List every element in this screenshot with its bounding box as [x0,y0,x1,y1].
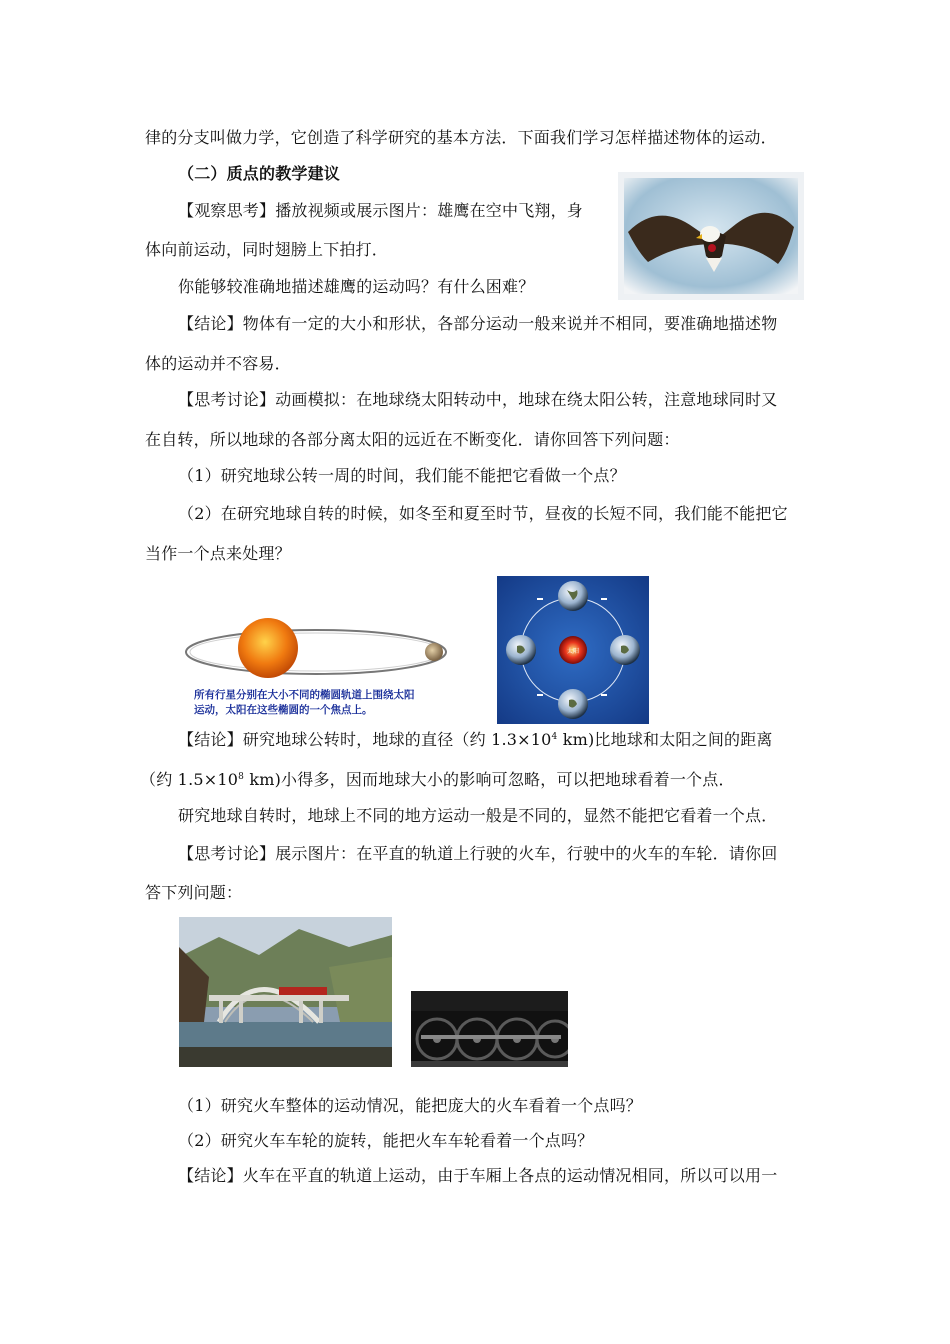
conclusion-text: （约 1.5×10 [140,770,239,789]
orbit-caption: 所有行星分别在大小不同的椭圆轨道上围绕太阳 [194,689,415,701]
paragraph-line: 研究地球自转时，地球上不同的地方运动一般是不同的，显然不能把它看着一个点． [178,806,778,825]
paragraph-line: 律的分支叫做力学，它创造了科学研究的基本方法．下面我们学习怎样描述物体的运动． [145,128,777,147]
question-line: （1）研究火车整体的运动情况，能把庞大的火车看着一个点吗？ [178,1096,642,1115]
question-line: （1）研究地球公转一周的时间，我们能不能把它看做一个点？ [178,466,626,485]
paragraph-line: 在自转，所以地球的各部分离太阳的远近在不断变化．请你回答下列问题： [145,430,680,449]
sun-label: 太阳 [566,648,580,655]
paragraph-line: 体的运动并不容易． [145,354,291,373]
conclusion-text: 【结论】研究地球公转时，地球的直径（约 1.3×10 [178,730,552,749]
question-line: （2）在研究地球自转的时候，如冬至和夏至时节，昼夜的长短不同，我们能不能把它 [178,504,788,523]
paragraph-line: 答下列问题： [145,883,243,902]
question-line: （2）研究火车车轮的旋转，能把火车车轮看着一个点吗？ [178,1131,594,1150]
conclusion-line [140,769,802,791]
train-bridge-photo [179,917,392,1067]
conclusion-line: 【结论】火车在平直的轨道上运动，由于车厢上各点的运动情况相同，所以可以用一 [178,1166,778,1185]
conclusion-text: km)小得多，因而地球大小的影响可忽略，可以把地球看着一个点． [244,770,735,789]
paragraph-line: 【观察思考】播放视频或展示图片：雄鹰在空中飞翔，身 [178,201,584,220]
paragraph-line: 【结论】物体有一定的大小和形状，各部分运动一般来说并不相同，要准确地描述物 [178,314,778,333]
orbit-figure [180,610,460,720]
eagle-photo [618,172,804,300]
earth-seasons-figure [497,576,649,724]
paragraph-line: 体向前运动，同时翅膀上下拍打． [145,240,389,259]
section-heading: （二）质点的教学建议 [178,164,341,183]
paragraph-line: 你能够较准确地描述雄鹰的运动吗？有什么困难？ [178,277,535,296]
conclusion-text: km)比地球和太阳之间的距离 [557,730,773,749]
question-line: 当作一个点来处理？ [145,544,291,563]
paragraph-line: 【思考讨论】展示图片：在平直的轨道上行驶的火车，行驶中的火车的车轮．请你回 [178,844,778,863]
train-wheels-photo [411,991,568,1067]
orbit-caption: 运动，太阳在这些椭圆的一个焦点上。 [194,704,373,716]
exponent: 4 [551,732,558,742]
conclusion-line [178,729,807,751]
paragraph-line: 【思考讨论】动画模拟：在地球绕太阳转动中，地球在绕太阳公转，注意地球同时又 [178,390,778,409]
exponent: 8 [238,772,245,782]
